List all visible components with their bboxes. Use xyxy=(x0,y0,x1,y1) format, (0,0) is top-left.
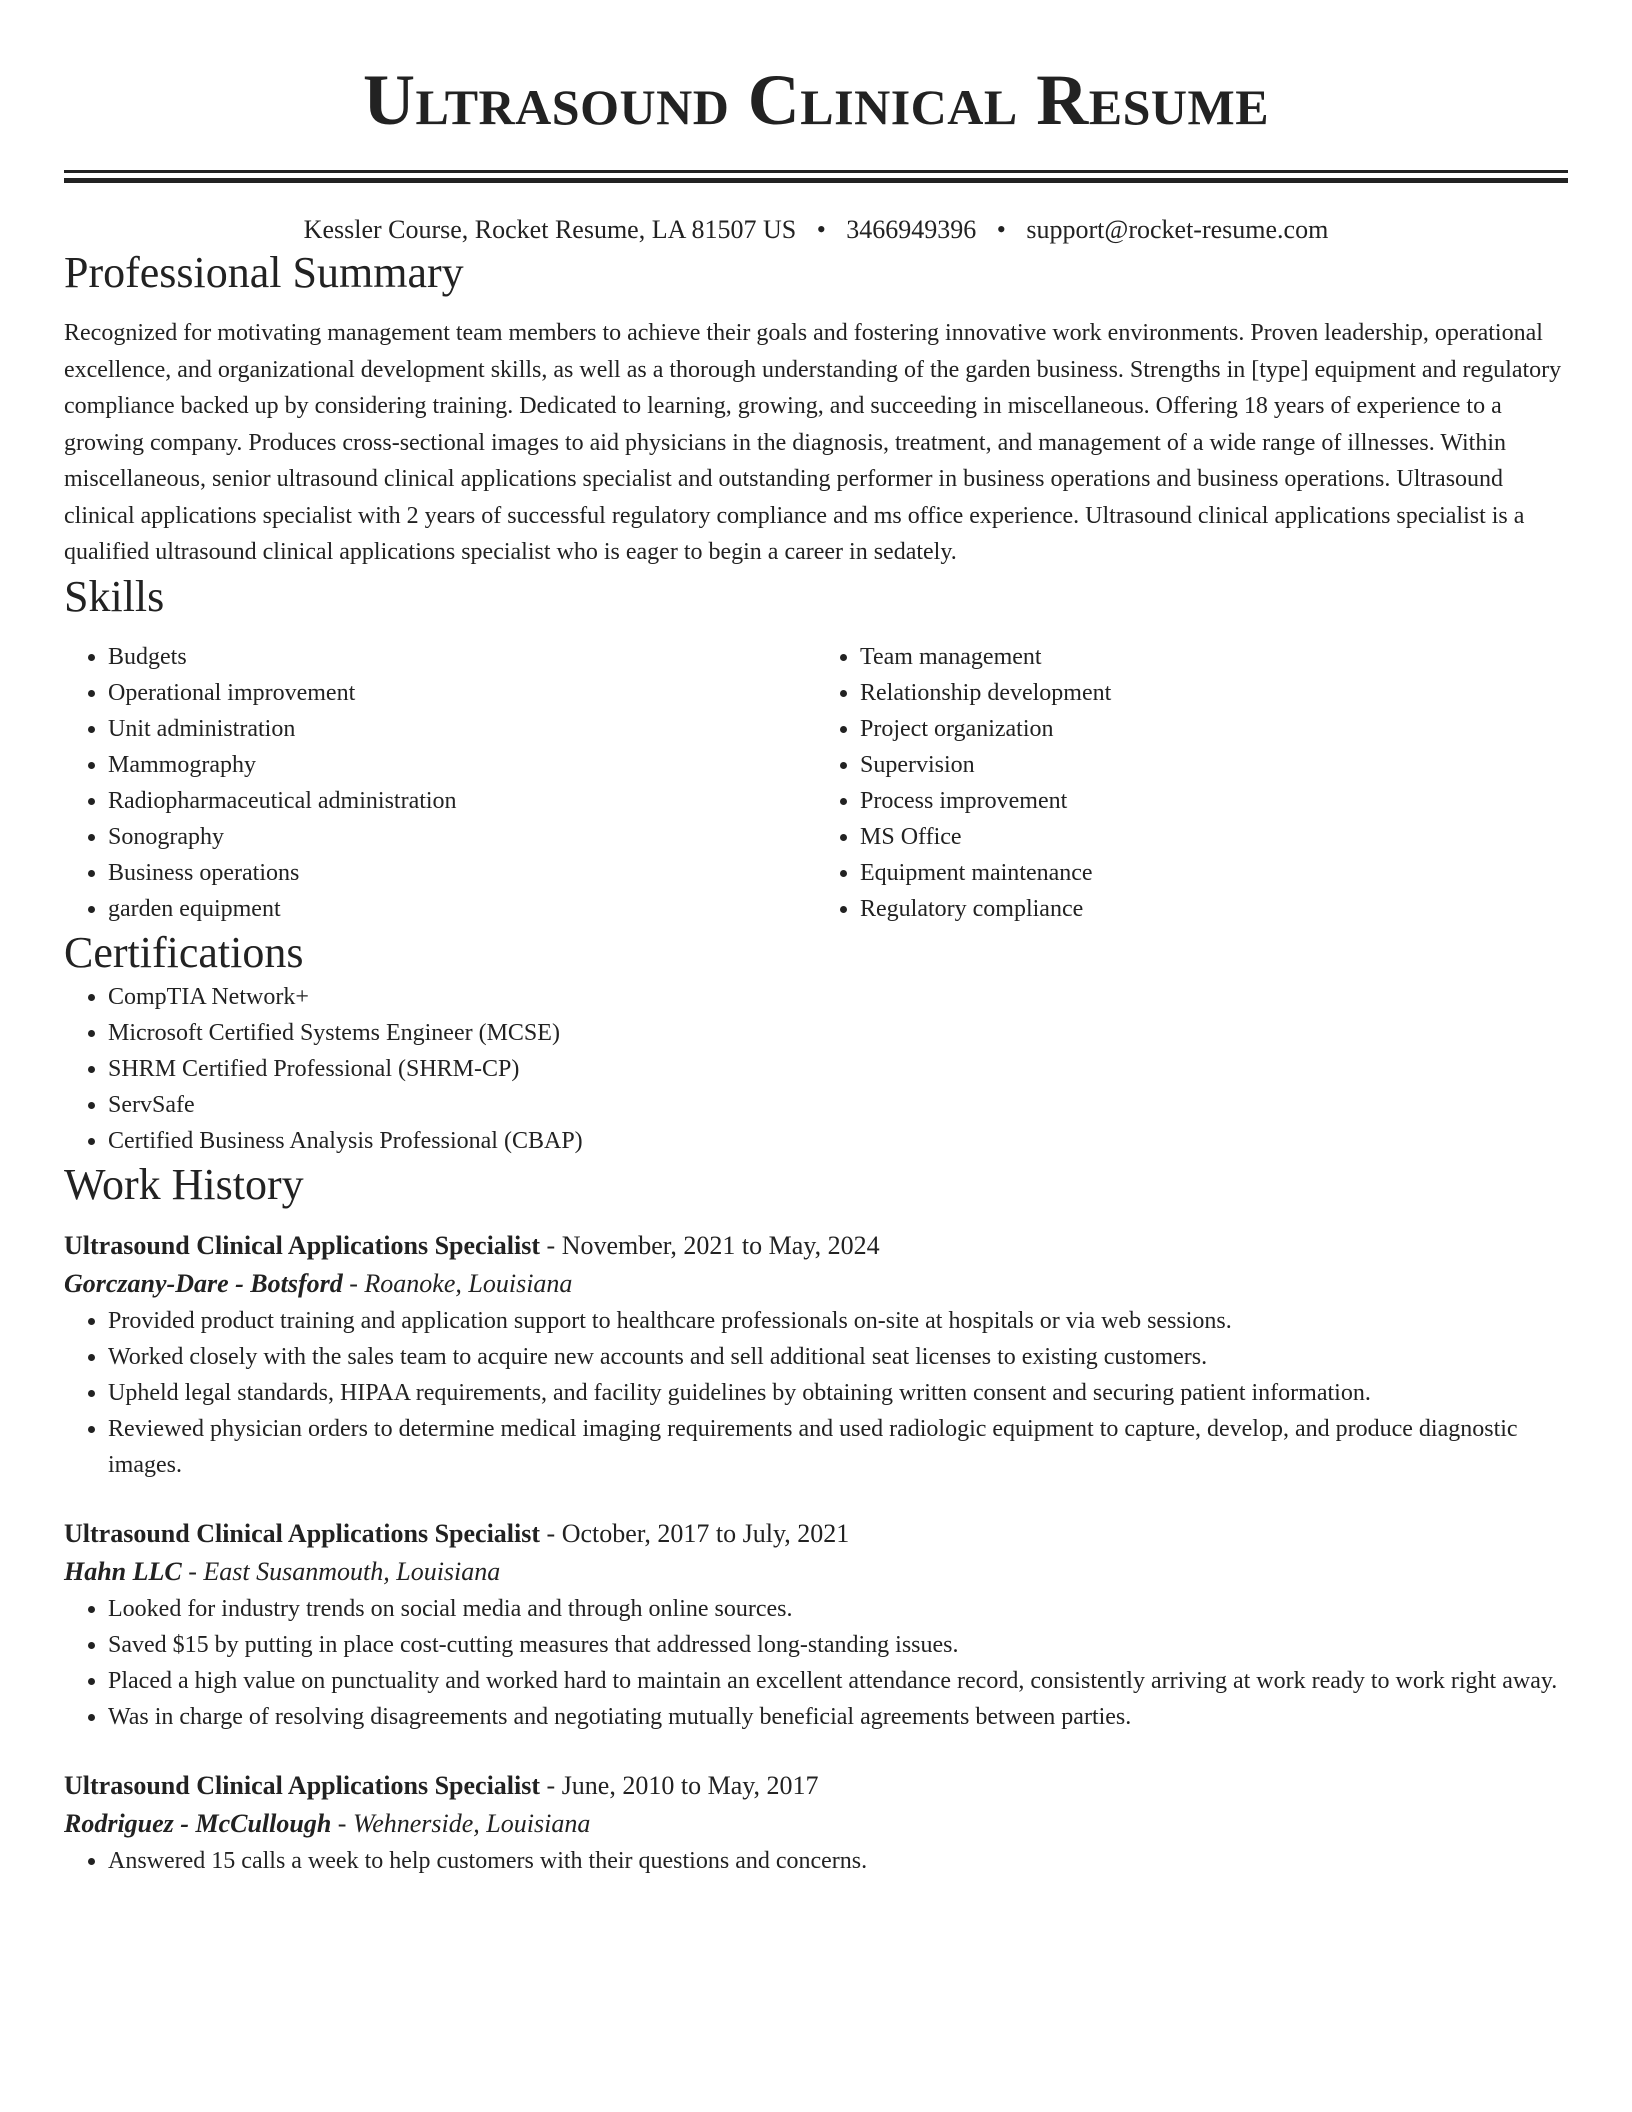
skill-item: • MS Office xyxy=(860,819,1568,855)
job-bullet: • Looked for industry trends on social media and through online sources. xyxy=(108,1591,1568,1627)
job-dates: - June, 2010 to May, 2017 xyxy=(540,1770,819,1800)
skill-item: • Project organization xyxy=(860,711,1568,747)
skills-heading: Skills xyxy=(64,571,165,621)
skill-item: • Process improvement xyxy=(860,783,1568,819)
job-bullets xyxy=(64,1591,1568,1735)
skill-item: • Relationship development xyxy=(860,675,1568,711)
certifications-heading: Certifications xyxy=(64,927,304,977)
summary-heading: Professional Summary xyxy=(64,248,464,297)
certifications-list xyxy=(64,979,1568,1159)
contact-phone: 3466949396 xyxy=(846,215,977,244)
contact-separator: • xyxy=(816,215,826,244)
skills-section xyxy=(64,571,1568,927)
job-role: Ultrasound Clinical Applications Specialist xyxy=(64,1770,541,1800)
skills-columns xyxy=(64,639,1568,927)
job-bullet: • Answered 15 calls a week to help customers with their questions and concerns. xyxy=(108,1843,1568,1879)
job-entry xyxy=(64,1767,1568,1879)
document-title: Ultrasound Clinical Resume xyxy=(362,60,1270,140)
skill-item: • Business operations xyxy=(108,855,816,891)
job-company-line xyxy=(64,1805,1568,1843)
job-location: - East Susanmouth, Louisiana xyxy=(181,1556,501,1586)
certification-item: • Microsoft Certified Systems Engineer (MCSE) xyxy=(108,1015,1568,1051)
job-header xyxy=(64,1767,1568,1805)
job-location: - Roanoke, Louisiana xyxy=(342,1268,573,1298)
job-company: Hahn LLC xyxy=(64,1556,182,1586)
job-company: Gorczany-Dare - Botsford xyxy=(64,1268,343,1298)
contact-email: support@rocket-resume.com xyxy=(1026,215,1329,244)
job-company: Rodriguez - McCullough xyxy=(64,1808,332,1838)
summary-section xyxy=(64,247,1568,571)
certification-item: • SHRM Certified Professional (SHRM-CP) xyxy=(108,1051,1568,1087)
certification-item: • CompTIA Network+ xyxy=(108,979,1568,1015)
skill-item: • Budgets xyxy=(108,639,816,675)
skill-item: • Mammography xyxy=(108,747,816,783)
job-bullet: • Upheld legal standards, HIPAA requirements, and facility guidelines by obtaining written consent and securing patient information. xyxy=(108,1375,1568,1411)
skill-item: • Unit administration xyxy=(108,711,816,747)
summary-text: Recognized for motivating management team members to achieve their goals and fostering innovative work environments. Proven leadership, operational excellence, and organizational development skills, as well as a thorough understanding of the garden business. Strengths in [type] equipment and regulatory compliance backed up by considering training. Dedicated to learning, growing, and succeeding in miscellaneous. Offering 18 years of experience to a growing company. Produces cross-sectional images to aid physicians in the diagnosis, treatment, and management of a wide range of illnesses. Within miscellaneous, senior ultrasound clinical applications specialist and outstanding performer in business operations and business operations. Ultrasound clinical applications specialist with 2 years of successful regulatory compliance and ms office experience. Ultrasound clinical applications specialist is a qualified ultrasound clinical applications specialist who is eager to begin a career in sedately. xyxy=(64,320,1562,565)
skill-item: • Regulatory compliance xyxy=(860,891,1568,927)
contact-separator: • xyxy=(996,215,1006,244)
job-company-line xyxy=(64,1265,1568,1303)
title-divider xyxy=(64,170,1568,183)
skill-item: • Sonography xyxy=(108,819,816,855)
job-role: Ultrasound Clinical Applications Specialist xyxy=(64,1230,541,1260)
work-history-heading: Work History xyxy=(64,1159,304,1209)
skills-list-left xyxy=(64,639,816,927)
job-bullet: • Saved $15 by putting in place cost-cutting measures that addressed long-standing issues. xyxy=(108,1627,1568,1663)
job-location: - Wehnerside, Louisiana xyxy=(331,1808,591,1838)
job-bullet: • Placed a high value on punctuality and worked hard to maintain an excellent attendance record, consistently arriving at work ready to work right away. xyxy=(108,1663,1568,1699)
certification-item: • ServSafe xyxy=(108,1087,1568,1123)
job-bullet: • Reviewed physician orders to determine medical imaging requirements and used radiologic equipment to capture, develop, and produce diagnostic images. xyxy=(108,1411,1568,1483)
skills-list-right xyxy=(816,639,1568,927)
job-header xyxy=(64,1515,1568,1553)
skill-item: • Operational improvement xyxy=(108,675,816,711)
job-bullets xyxy=(64,1843,1568,1879)
job-entry xyxy=(64,1227,1568,1483)
skill-item: • garden equipment xyxy=(108,891,816,927)
job-role: Ultrasound Clinical Applications Specialist xyxy=(64,1518,541,1548)
job-header xyxy=(64,1227,1568,1265)
job-bullet: • Worked closely with the sales team to acquire new accounts and sell additional seat licenses to existing customers. xyxy=(108,1339,1568,1375)
certification-item: • Certified Business Analysis Professional (CBAP) xyxy=(108,1123,1568,1159)
certifications-section xyxy=(64,927,1568,1159)
job-company-line xyxy=(64,1553,1568,1591)
job-dates: - October, 2017 to July, 2021 xyxy=(540,1518,850,1548)
job-dates: - November, 2021 to May, 2024 xyxy=(540,1230,880,1260)
skill-item: • Equipment maintenance xyxy=(860,855,1568,891)
job-entry xyxy=(64,1515,1568,1735)
job-bullet: • Provided product training and application support to healthcare professionals on-site at hospitals or via web sessions. xyxy=(108,1303,1568,1339)
contact-line xyxy=(64,213,1568,247)
work-history-section xyxy=(64,1159,1568,1879)
job-bullets xyxy=(64,1303,1568,1483)
skill-item: • Radiopharmaceutical administration xyxy=(108,783,816,819)
job-bullet: • Was in charge of resolving disagreements and negotiating mutually beneficial agreements between parties. xyxy=(108,1699,1568,1735)
skill-item: • Team management xyxy=(860,639,1568,675)
skill-item: • Supervision xyxy=(860,747,1568,783)
contact-address: Kessler Course, Rocket Resume, LA 81507 US xyxy=(303,215,797,244)
